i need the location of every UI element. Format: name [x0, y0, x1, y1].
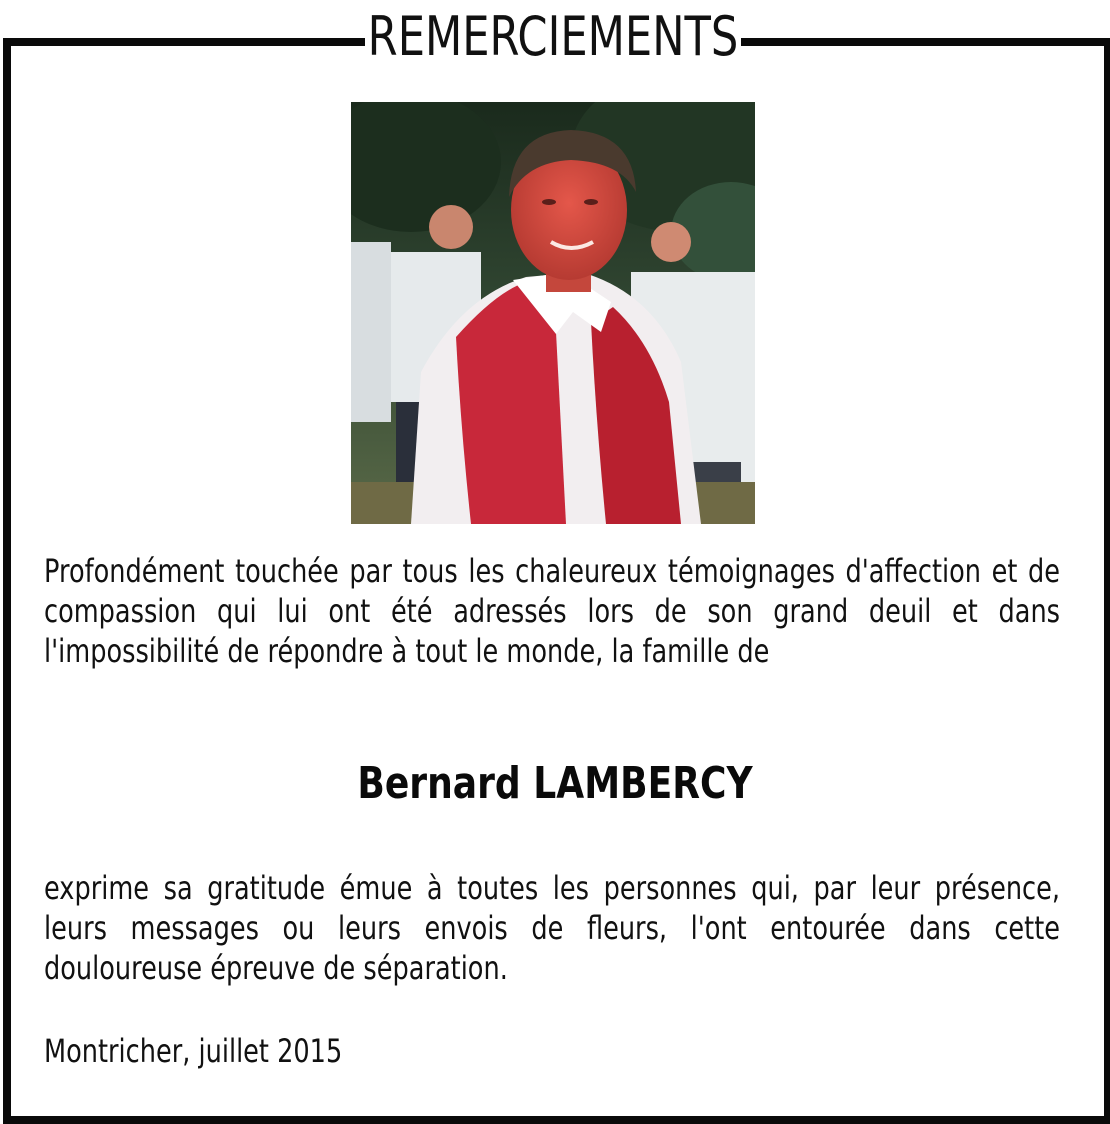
notice-title: REMERCIEMENTS [365, 2, 741, 72]
portrait-photo [351, 102, 755, 524]
intro-paragraph [44, 551, 1062, 671]
gratitude-paragraph-text: exprime sa gratitude émue à toutes les personnes qui, par leur présence, leurs messages ou leurs envois de fleurs, l'ont entourée dans cette douloureuse épreuve de séparation. [44, 869, 1060, 987]
gratitude-paragraph [44, 868, 1062, 988]
place-date: Montricher, juillet 2015 [44, 1032, 343, 1070]
intro-paragraph-text: Profondément touchée par tous les chaleureux témoignages d'affection et de compassion qui lui ont été adressés lors de son grand deuil et dans l'impossibilité de répondre à tout le monde, la famille de [44, 552, 1060, 670]
deceased-name: Bernard LAMBERCY [357, 758, 753, 809]
